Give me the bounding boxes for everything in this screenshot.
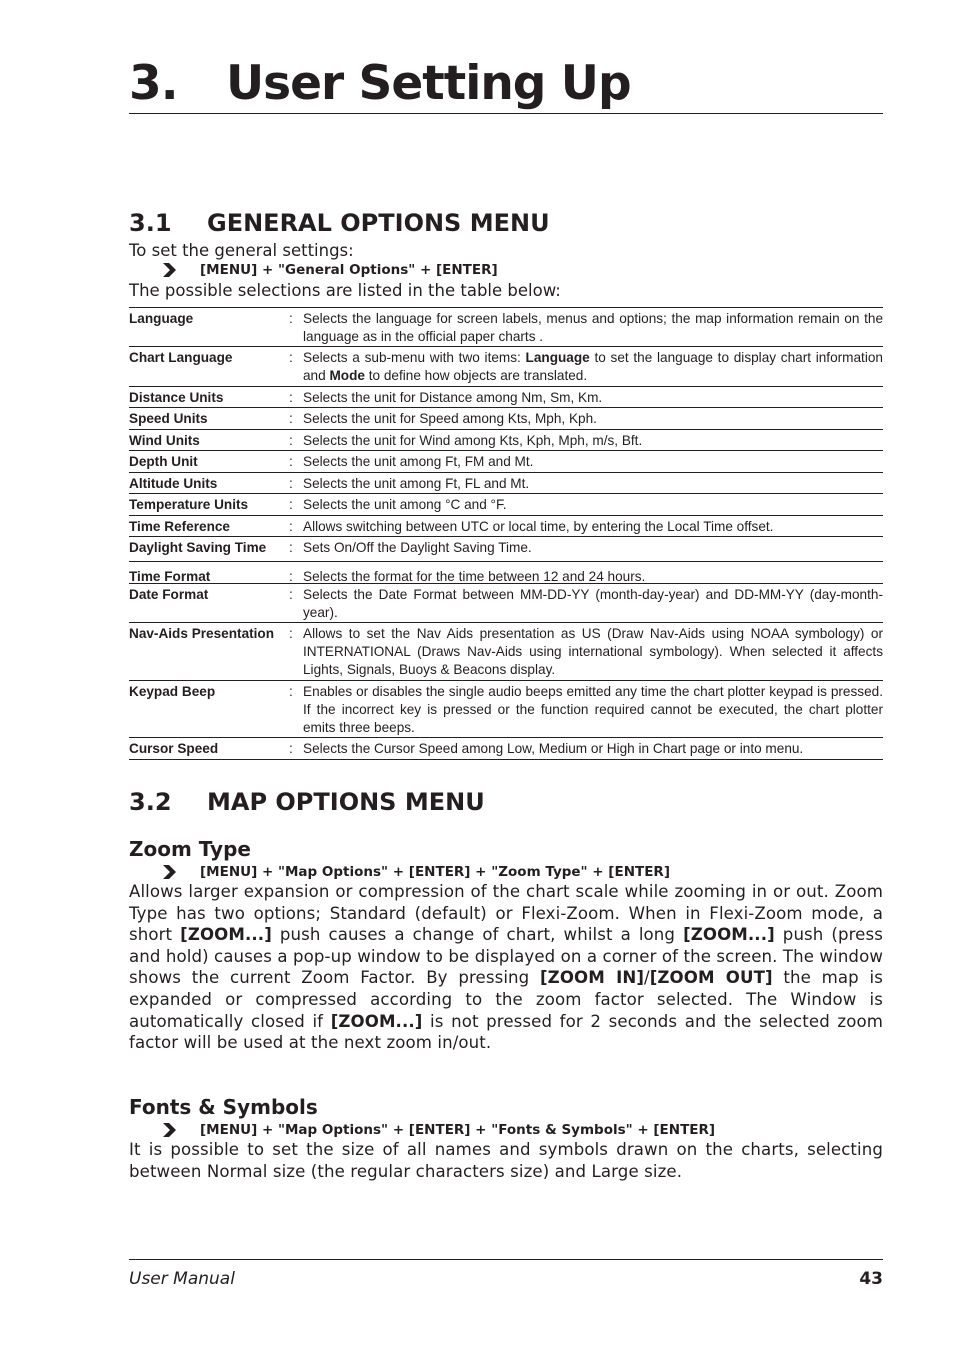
text-run: to define how objects are translated. (364, 368, 588, 383)
table-intro: The possible selections are listed in the table below: (129, 281, 561, 300)
text-run: Selects a sub-menu with two items: (303, 350, 526, 365)
option-name: Cursor Speed (129, 741, 219, 756)
section-title: GENERAL OPTIONS MENU (207, 209, 550, 237)
subsection-heading-fonts-symbols: Fonts & Symbols (129, 1095, 318, 1119)
option-description: Enables or disables the single audio beeps emitted any time the chart plotter keypad is pressed. If the incorrect key is pressed or the function required cannot be executed, the chart plotter emits three beeps. (303, 684, 883, 735)
option-name: Time Format (129, 569, 211, 584)
command-line (161, 260, 883, 280)
table-row (129, 308, 883, 347)
option-name: Keypad Beep (129, 684, 216, 699)
chevron-right-icon (161, 1123, 177, 1137)
fonts-symbols-paragraph: It is possible to set the size of all names and symbols drawn on the charts, selecting between Normal size (the regular characters size) and Large size. (129, 1140, 883, 1181)
chapter-rule (129, 113, 883, 114)
section-number: 3.1 (129, 209, 172, 237)
table-row (129, 430, 883, 451)
option-description: Selects the format for the time between 12 and 24 hours. (303, 569, 646, 584)
key-name: [ZOOM...] (180, 925, 272, 945)
option-description: Selects the language for screen labels, menus and options; the map information remain on the language as in the official paper charts . (303, 311, 883, 344)
option-description: Selects the unit among Ft, FL and Mt. (303, 476, 530, 491)
separator-colon: : (289, 311, 293, 326)
table-row (129, 473, 883, 494)
table-row (129, 584, 883, 623)
page-number: 43 (859, 1269, 883, 1289)
option-name: Distance Units (129, 390, 224, 405)
command-line (161, 1120, 883, 1140)
option-description: Selects the Cursor Speed among Low, Medium or High in Chart page or into menu. (303, 741, 804, 756)
section-number: 3.2 (129, 788, 172, 816)
separator-colon: : (289, 350, 293, 365)
table-row (129, 494, 883, 516)
separator-colon: : (289, 587, 293, 602)
option-name: Daylight Saving Time (129, 540, 267, 555)
separator-colon: : (289, 626, 293, 641)
chevron-right-icon (161, 263, 177, 277)
section-title: MAP OPTIONS MENU (207, 788, 485, 816)
option-name: Date Format (129, 587, 209, 602)
text-run: is not pressed for 2 seconds and the selected zoom factor will be used at the next zoom in/out. (129, 1011, 883, 1053)
separator-colon: : (289, 569, 293, 584)
option-name: Speed Units (129, 411, 208, 426)
option-name: Depth Unit (129, 454, 198, 469)
table-row (129, 516, 883, 537)
text-run: the map is expanded or compressed according to the zoom factor selected. The Window is automatically closed if (129, 968, 883, 1031)
option-description: Selects the unit for Speed among Kts, Mph, Kph. (303, 411, 597, 426)
options-table (129, 307, 883, 760)
chapter-number: 3. (129, 56, 178, 111)
option-name: Wind Units (129, 433, 200, 448)
separator-colon: : (289, 684, 293, 699)
option-description: Selects the unit among °C and °F. (303, 497, 507, 512)
bold-term: Mode (329, 368, 365, 383)
separator-colon: : (289, 433, 293, 448)
zoom-type-paragraph (129, 881, 883, 1054)
option-name: Altitude Units (129, 476, 218, 491)
option-description: Allows switching between UTC or local time, by entering the Local Time offset. (303, 519, 774, 534)
chevron-right-icon (161, 865, 177, 879)
separator-colon: : (289, 454, 293, 469)
section-intro: To set the general settings: (129, 241, 354, 260)
separator-colon: : (289, 497, 293, 512)
option-description: Selects the unit for Distance among Nm, Sm, Km. (303, 390, 603, 405)
section-heading-map-options (129, 787, 883, 817)
text-run: Allows larger expansion or compression of the chart scale while zooming in or out. Zoom Type has two options; Standard (default) or Flexi-Zoom. When in Flexi-Zoom mode, a short (129, 882, 883, 945)
key-name: [ZOOM IN] (540, 968, 645, 988)
option-description: Sets On/Off the Daylight Saving Time. (303, 540, 532, 555)
table-row (129, 408, 883, 430)
separator-colon: : (289, 741, 293, 756)
command-text: [MENU] + "General Options" + [ENTER] (200, 262, 498, 278)
table-row (129, 451, 883, 473)
option-description (303, 349, 883, 386)
text-run: to set the language to display chart information and (303, 350, 883, 383)
command-text: [MENU] + "Map Options" + [ENTER] + "Zoom Type" + [ENTER] (200, 864, 670, 880)
table-row (129, 537, 883, 562)
table-row (129, 562, 883, 584)
text-run: / (644, 968, 650, 988)
table-row (129, 681, 883, 738)
chapter-title-text: User Setting Up (226, 56, 631, 111)
bold-term: Language (525, 350, 590, 365)
option-description: Selects the unit among Ft, FM and Mt. (303, 454, 534, 469)
key-name: [ZOOM...] (683, 925, 775, 945)
table-row (129, 623, 883, 681)
command-line (161, 862, 883, 882)
footer-rule (129, 1259, 883, 1260)
table-row (129, 387, 883, 408)
option-name: Temperature Units (129, 497, 249, 512)
command-text: [MENU] + "Map Options" + [ENTER] + "Fonts & Symbols" + [ENTER] (200, 1122, 716, 1138)
text-run: push causes a change of chart, whilst a long (271, 925, 684, 945)
table-row (129, 347, 883, 387)
footer-title: User Manual (129, 1269, 235, 1289)
separator-colon: : (289, 540, 293, 555)
option-description: Selects the Date Format between MM-DD-YY (month-day-year) and DD-MM-YY (day-month-year). (303, 587, 883, 620)
text-run: push (press and hold) causes a pop-up window to be displayed on a corner of the screen. The window shows the current Zoom Factor. By pressing (129, 925, 883, 988)
subsection-heading-zoom-type: Zoom Type (129, 837, 251, 861)
separator-colon: : (289, 519, 293, 534)
option-name: Language (129, 311, 194, 326)
separator-colon: : (289, 411, 293, 426)
key-name: [ZOOM OUT] (649, 968, 773, 988)
table-row (129, 738, 883, 760)
option-description: Selects the unit for Wind among Kts, Kph, Mph, m/s, Bft. (303, 433, 643, 448)
separator-colon: : (289, 476, 293, 491)
separator-colon: : (289, 390, 293, 405)
option-name: Nav-Aids Presentation (129, 626, 275, 641)
chapter-title (129, 56, 883, 112)
option-name: Time Reference (129, 519, 230, 534)
option-name: Chart Language (129, 350, 233, 365)
section-heading-general-options (129, 208, 883, 238)
key-name: [ZOOM...] (330, 1011, 423, 1031)
option-description: Allows to set the Nav Aids presentation as US (Draw Nav-Aids using NOAA symbology) or INTERNATIONAL (Draws Nav-Aids using international symbology). When selected it affects Lights, Signals, Buoys & Beacons display. (303, 626, 883, 677)
